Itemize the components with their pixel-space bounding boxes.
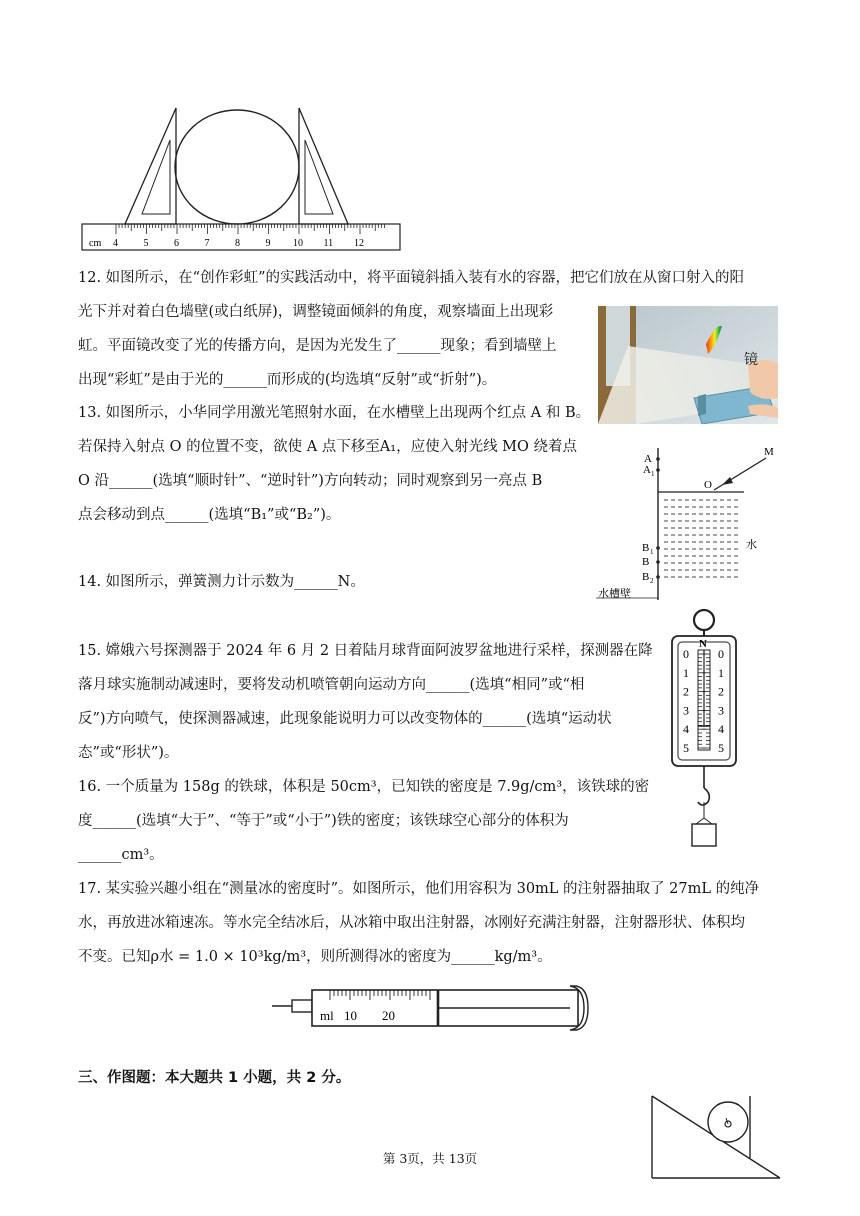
q17-line-3: 不变。已知ρ水 = 1.0 × 10³kg/m³，则所测得冰的密度为______kg/m³。	[78, 949, 552, 965]
q15-line-3: 反”)方向喷气，使探测器减速，此现象能说明力可以改变物体的______(选填“运动状	[78, 711, 612, 727]
ruler-tick-label: 8	[235, 238, 240, 249]
syringe-unit: ml	[320, 1008, 334, 1023]
syringe-figure	[270, 982, 592, 1036]
q16-line-3: ______cm³。	[78, 847, 164, 863]
rainbow-figure	[598, 306, 778, 424]
q16-line-1: 16. 一个质量为 158g 的铁球，体积是 50cm³，已知铁的密度是 7.9g/cm³，该铁球的密	[78, 779, 650, 795]
q15-line-4: 态”或“形状”)。	[78, 745, 179, 761]
q13-line-2: 若保持入射点 O 的位置不变，欲使 A 点下移至A₁，应使入射光线 MO 绕着点	[78, 439, 578, 455]
q12-line-3: 虹。平面镜改变了光的传播方向，是因为光发生了______现象；看到墙壁上	[78, 338, 557, 354]
scale-unit-label: N	[699, 638, 707, 650]
q17-line-1: 17. 某实验兴趣小组在“测量冰的密度时”。如图所示，他们用容积为 30mL 的注射器抽取了 27mL 的纯净	[78, 881, 760, 897]
scale-label-left: 0	[683, 647, 689, 661]
scale-label-left: 5	[683, 741, 689, 755]
circle-object	[175, 110, 299, 224]
label-B2-sub: 2	[650, 577, 654, 585]
page-footer: 第 3页，共 13页	[382, 1151, 478, 1166]
scale-label-right: 5	[718, 741, 724, 755]
syringe-label-20: 20	[382, 1008, 395, 1023]
scale-label-right: 0	[718, 647, 724, 661]
q13-line-3: O 沿______(选填“顺时针”、“逆时针”)方向转动；同时观察到另一亮点 B	[78, 473, 543, 489]
section-3-heading: 三、作图题：本大题共 1 小题，共 2 分。	[78, 1070, 351, 1086]
left-triangle	[125, 108, 176, 224]
label-water: 水	[746, 539, 757, 551]
ruler-tick-label: 5	[143, 238, 149, 249]
ruler-unit: cm	[89, 238, 102, 249]
ruler-tick-label: 10	[293, 238, 303, 249]
ruler-tick-label: 4	[113, 238, 118, 249]
scale-label-left: 2	[683, 684, 689, 699]
label-O: O	[704, 479, 712, 491]
q12-line-2: 光下并对着白色墙壁(或白纸屏)，调整镜面倾斜的角度，观察墙面上出现彩	[78, 304, 554, 320]
q12-line-4: 出现“彩虹”是由于光的______而形成的(均选填“反射”或“折射”)。	[78, 372, 497, 388]
label-B1-sub: 1	[650, 548, 654, 556]
label-B1: B	[642, 542, 650, 554]
q16-line-2: 度______(选填“大于”、“等于”或“小于”)铁的密度；该铁球空心部分的体积为	[78, 813, 569, 829]
scale-label-right: 1	[718, 665, 724, 680]
ruler-tick-label: 11	[323, 238, 334, 249]
label-A1: A	[643, 464, 651, 476]
label-M: M	[764, 446, 774, 458]
scale-label-left: 3	[683, 703, 689, 718]
scale-label-left: 4	[683, 722, 689, 737]
ruler-tick-label: 6	[174, 238, 179, 249]
q13-line-4: 点会移动到点______(选填“B₁”或“B₂”)。	[78, 507, 341, 523]
scale-label-right: 2	[718, 684, 724, 699]
ruler-figure	[78, 100, 408, 255]
q15-line-2: 落月球实施制动减速时，要将发动机喷管朝向运动方向______(选填“相同”或“相	[78, 677, 585, 693]
scale-label-left: 1	[683, 665, 689, 680]
scale-label-right: 4	[718, 722, 724, 737]
label-A: A	[644, 453, 652, 465]
q13-line-1: 13. 如图所示，小华同学用激光笔照射水面，在水槽壁上出现两个红点 A 和 B。	[78, 405, 591, 421]
spring-scale-figure	[662, 606, 746, 852]
label-B2: B	[642, 571, 650, 583]
ruler-tick-label: 7	[204, 238, 210, 249]
label-tank-wall: 水槽壁	[598, 588, 631, 600]
right-triangle	[299, 108, 348, 224]
ruler-tick-label: 12	[354, 238, 364, 249]
q14-line-1: 14. 如图所示，弹簧测力计示数为______N。	[78, 574, 365, 590]
label-A1-sub: 1	[651, 470, 655, 478]
q17-line-2: 水，再放进冰箱速冻。等水完全结冰后，从冰箱中取出注射器，冰刚好充满注射器，注射器形状、体积均	[78, 915, 745, 931]
incline-figure	[648, 1092, 784, 1182]
q12-line-1: 12. 如图所示，在“创作彩虹”的实践活动中，将平面镜斜插入装有水的容器，把它们放在从窗口射入的阳	[78, 270, 744, 286]
mirror-label: 镜	[744, 353, 758, 368]
q15-line-1: 15. 嫦娥六号探测器于 2024 年 6 月 2 日着陆月球背面阿波罗盆地进行采样，探测器在降	[78, 643, 653, 659]
label-B: B	[642, 556, 650, 568]
syringe-label-10: 10	[344, 1008, 357, 1023]
laser-tank-figure	[596, 440, 786, 602]
scale-label-right: 3	[718, 703, 724, 718]
ruler-tick-label: 9	[265, 238, 271, 249]
